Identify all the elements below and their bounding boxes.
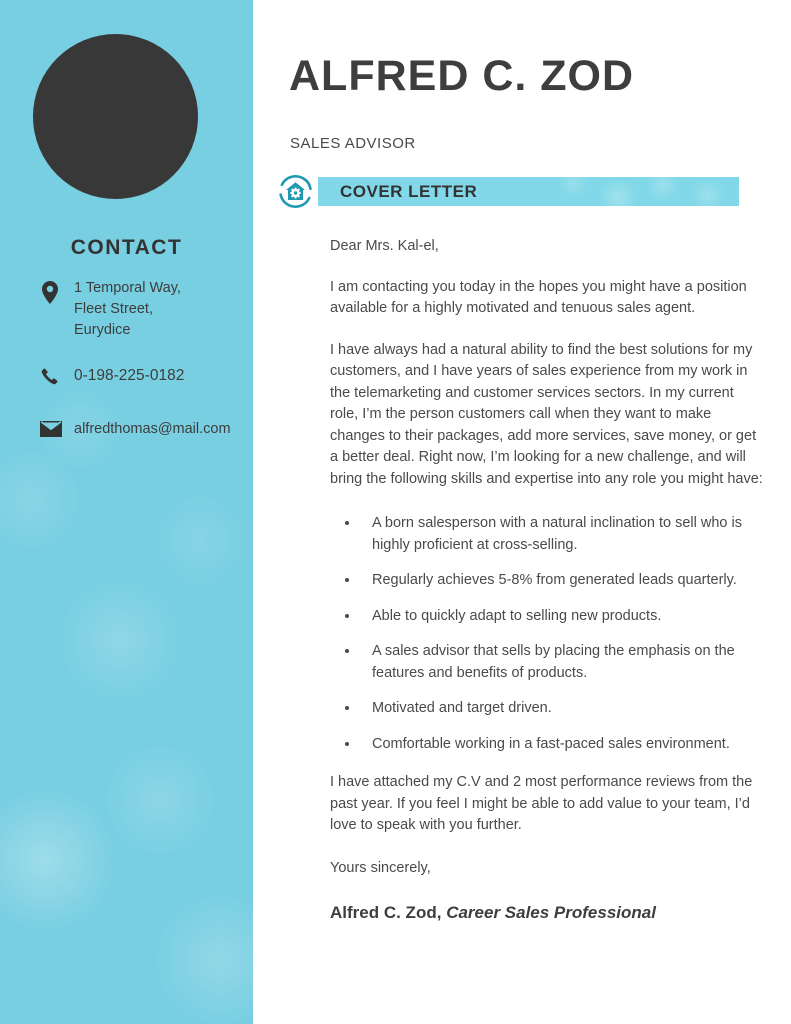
profile-photo-placeholder [33,34,198,199]
section-title: COVER LETTER [340,181,478,201]
address-line: Fleet Street, [74,301,153,317]
section-header-bar [318,177,739,206]
signature-title: Career Sales Professional [446,903,656,922]
signature-line [330,902,764,924]
bullet-item: • Able to quickly adapt to selling new products. [360,606,764,628]
contact-email: alfredthomas@mail.com [74,421,231,437]
location-pin-icon [40,280,60,311]
contact-phone-row [0,365,253,391]
bullet-item: • Motivated and target driven. [360,698,764,720]
valediction: Yours sincerely, [330,859,431,876]
contact-phone: 0-198-225-0182 [74,367,185,384]
address-line: Eurydice [74,322,131,338]
phone-icon [40,367,60,391]
job-title: SALES ADVISOR [290,135,416,152]
address-line: 1 Temporal Way, [74,280,181,296]
cover-letter-page [253,0,791,1024]
paragraph: I have always had a natural ability to find the best solutions for my customers, and I have years of sales experience from my work in the telemarketing and customer services sectors. In my current role, I’m the person customers call when they want to make changes to their packages, add more services, save money, or get a better deal. Right now, I’m looking for a new challenge, and will bring the following skills and expertise into any role you might have: [330,341,763,487]
contact-address-row [0,278,253,341]
bullet-item: • A sales advisor that sells by placing the emphasis on the features and benefits of products. [360,641,764,684]
bullet-item: • A born salesperson with a natural inclination to sell who is highly proficient at cross-selling. [360,513,764,556]
contact-section [0,236,253,466]
letter-body [330,236,764,924]
sidebar [0,0,253,1024]
envelope-icon [40,421,60,442]
bullet-item: • Regularly achieves 5-8% from generated leads quarterly. [360,570,764,592]
house-gear-icon [277,173,314,210]
salutation: Dear Mrs. Kal-el, [330,238,439,254]
skills-bullet-list [330,513,764,755]
paragraph: I am contacting you today in the hopes you might have a position available for a highly motivated and tenuous sales agent. [330,278,747,316]
bullet-item: • Comfortable working in a fast-paced sales environment. [360,734,764,756]
page-title-name: ALFRED C. ZOD [289,52,635,100]
contact-address [74,278,181,341]
closing-paragraph: I have attached my C.V and 2 most performance reviews from the past year. If you feel I might be able to add value to your team, I’d love to speak with you further. [330,774,753,833]
signature-name: Alfred C. Zod, [330,903,442,922]
contact-email-row [0,419,253,442]
contact-heading: CONTACT [70,236,183,259]
